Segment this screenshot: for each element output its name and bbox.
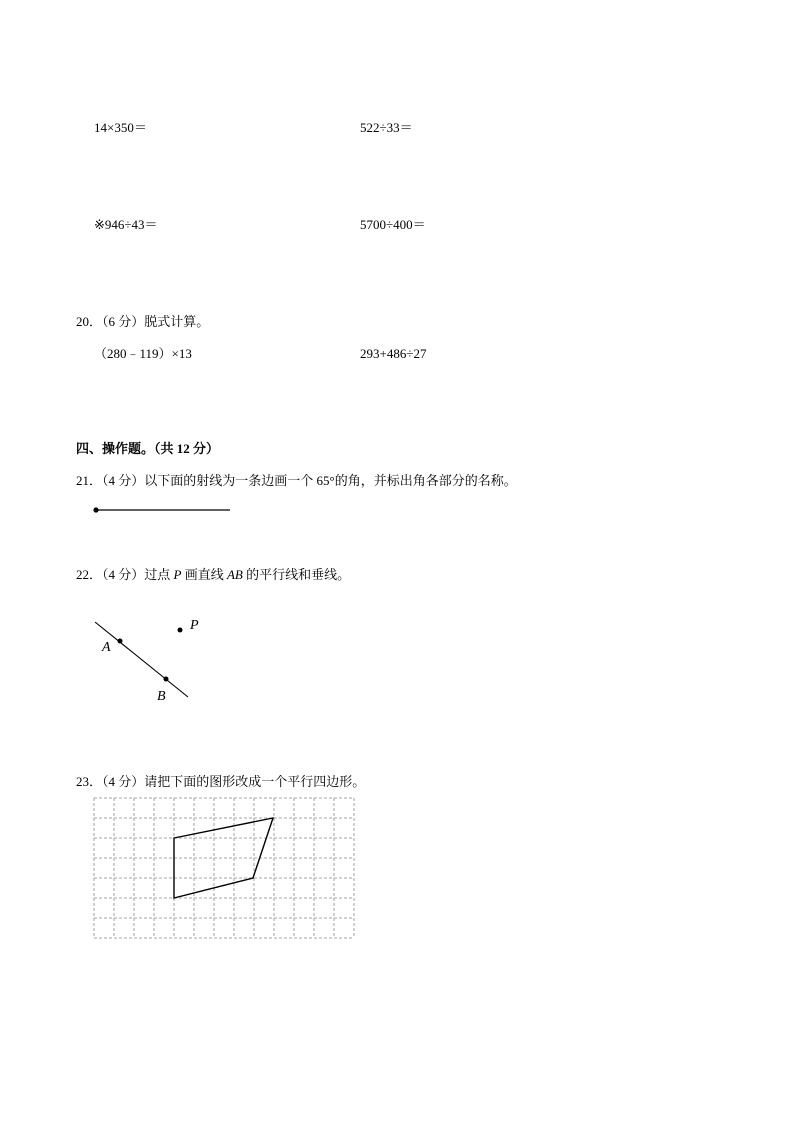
q22-label-p: P [190,618,199,633]
q23-quadrilateral [174,818,273,898]
q23-dashed-grid [94,798,354,938]
q19-expression-4: 5700÷400＝ [360,217,426,232]
q22-label-a: A [102,640,111,655]
q22-title-mid: 画直线 [181,567,227,582]
q20-expression-1: （280﹣119）×13 [94,346,192,361]
q19-expression-1: 14×350＝ [94,120,147,135]
q21-title: 21．（4 分）以下面的射线为一条边画一个 65°的角，并标出角各部分的名称。 [76,473,517,488]
q22-title-prefix: 22．（4 分）过点 [76,567,174,582]
q22-title-line-ab: AB [226,567,243,582]
q22-title-point-p: P [173,567,182,582]
section-4-heading: 四、操作题。（共 12 分） [76,441,220,456]
q22-title-suffix: 的平行线和垂线。 [242,567,351,582]
q22-label-b: B [157,689,166,704]
q19-expression-3: ※946÷43＝ [94,217,158,232]
q23-title: 23．（4 分）请把下面的图形改成一个平行四边形。 [76,774,366,789]
q20-title: 20．（6 分）脱式计算。 [76,314,210,329]
q20-expression-2: 293+486÷27 [360,346,427,361]
q19-expression-2: 522÷33＝ [360,120,413,135]
